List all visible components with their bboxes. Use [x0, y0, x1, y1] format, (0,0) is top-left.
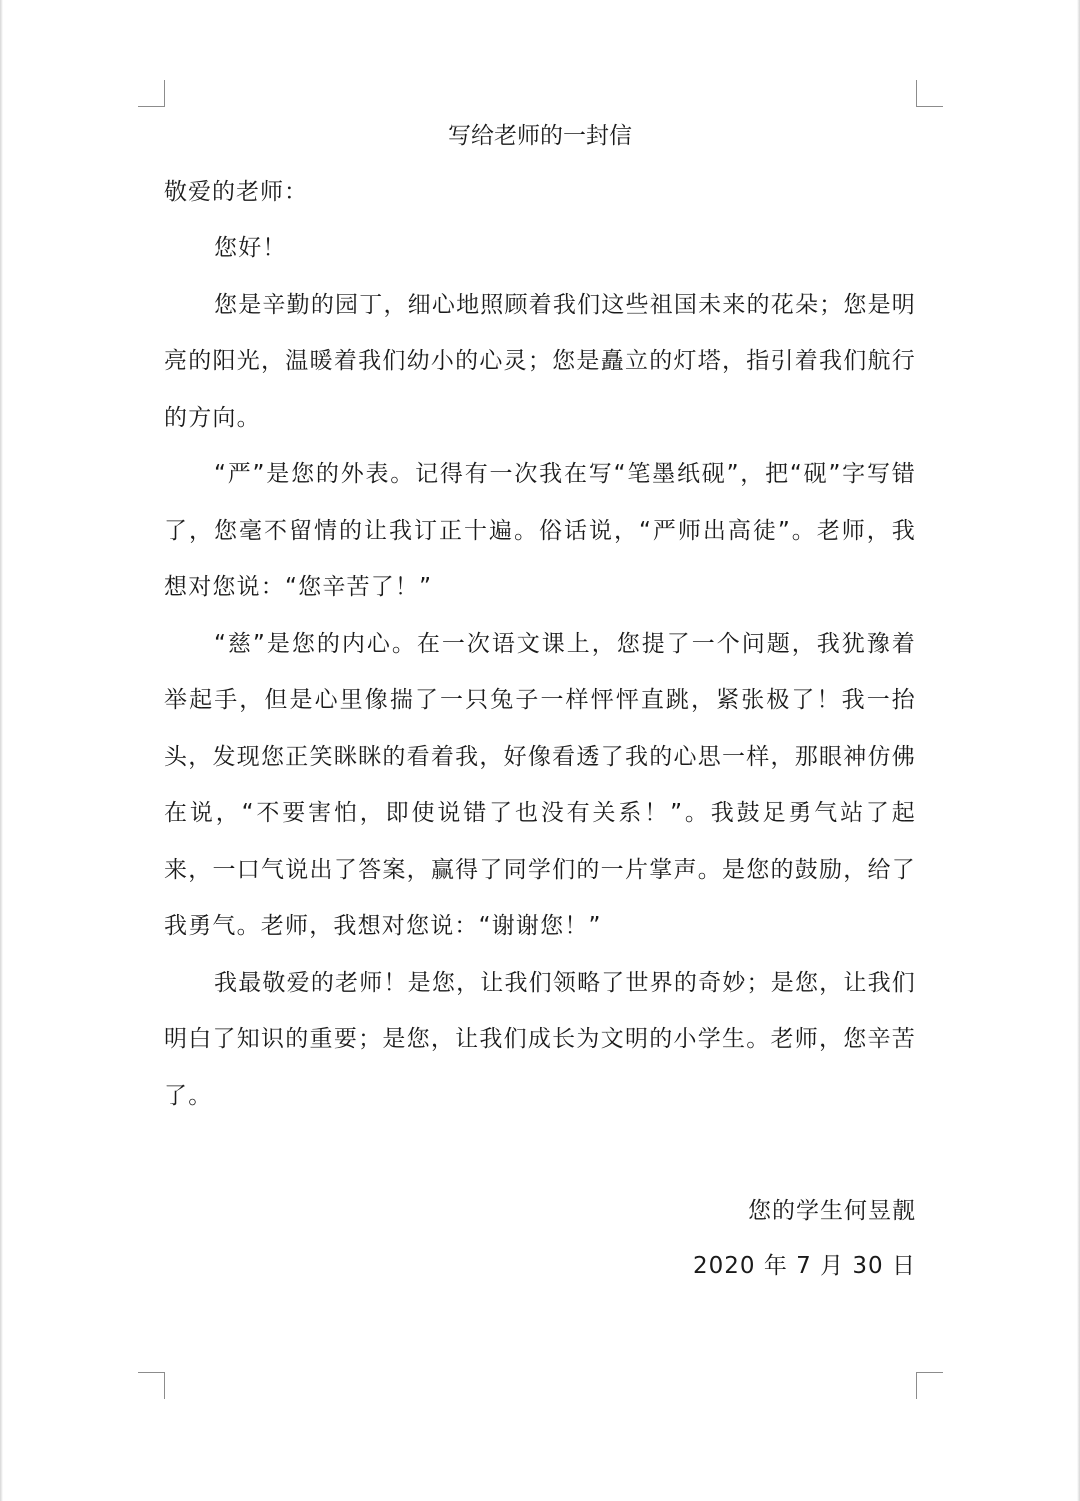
letter-paragraph: 您是辛勤的园丁，细心地照顾着我们这些祖国未来的花朵；您是明亮的阳光，温暖着我们幼小的心灵；您是矗立的灯塔，指引着我们航行的方向。 — [164, 291, 916, 431]
page-left-edge — [0, 0, 3, 1501]
letter-body — [164, 108, 916, 1124]
letter-greeting: 您好！ — [214, 235, 287, 261]
letter-salutation: 敬爱的老师： — [164, 179, 308, 205]
letter-signature: 您的学生何昱靓 — [748, 1198, 916, 1224]
crop-mark-bottom-right — [916, 1372, 943, 1399]
crop-mark-top-right — [916, 80, 943, 107]
crop-mark-top-left — [138, 80, 165, 107]
letter-paragraph: 我最敬爱的老师！是您，让我们领略了世界的奇妙；是您，让我们明白了知识的重要；是您，让我们成长为文明的小学生。老师，您辛苦了。 — [164, 969, 916, 1109]
letter-date: 2020 年 7 月 30 日 — [693, 1253, 916, 1279]
letter-title: 写给老师的一封信 — [448, 123, 632, 149]
crop-mark-bottom-left — [138, 1372, 165, 1399]
letter-paragraph: “慈”是您的内心。在一次语文课上，您提了一个问题，我犹豫着举起手，但是心里像揣了一只兔子一样怦怦直跳，紧张极了！我一抬头，发现您正笑眯眯的看着我，好像看透了我的心思一样，那眼神仿佛在说，“不要害怕，即使说错了也没有关系！”。我鼓足勇气站了起来，一口气说出了答案，赢得了同学们的一片掌声。是您的鼓励，给了我勇气。老师，我想对您说：“谢谢您！” — [164, 630, 916, 939]
letter-paragraph: “严”是您的外表。记得有一次我在写“笔墨纸砚”，把“砚”字写错了，您毫不留情的让我订正十遍。俗话说，“严师出高徒”。老师，我想对您说：“您辛苦了！” — [164, 461, 916, 600]
